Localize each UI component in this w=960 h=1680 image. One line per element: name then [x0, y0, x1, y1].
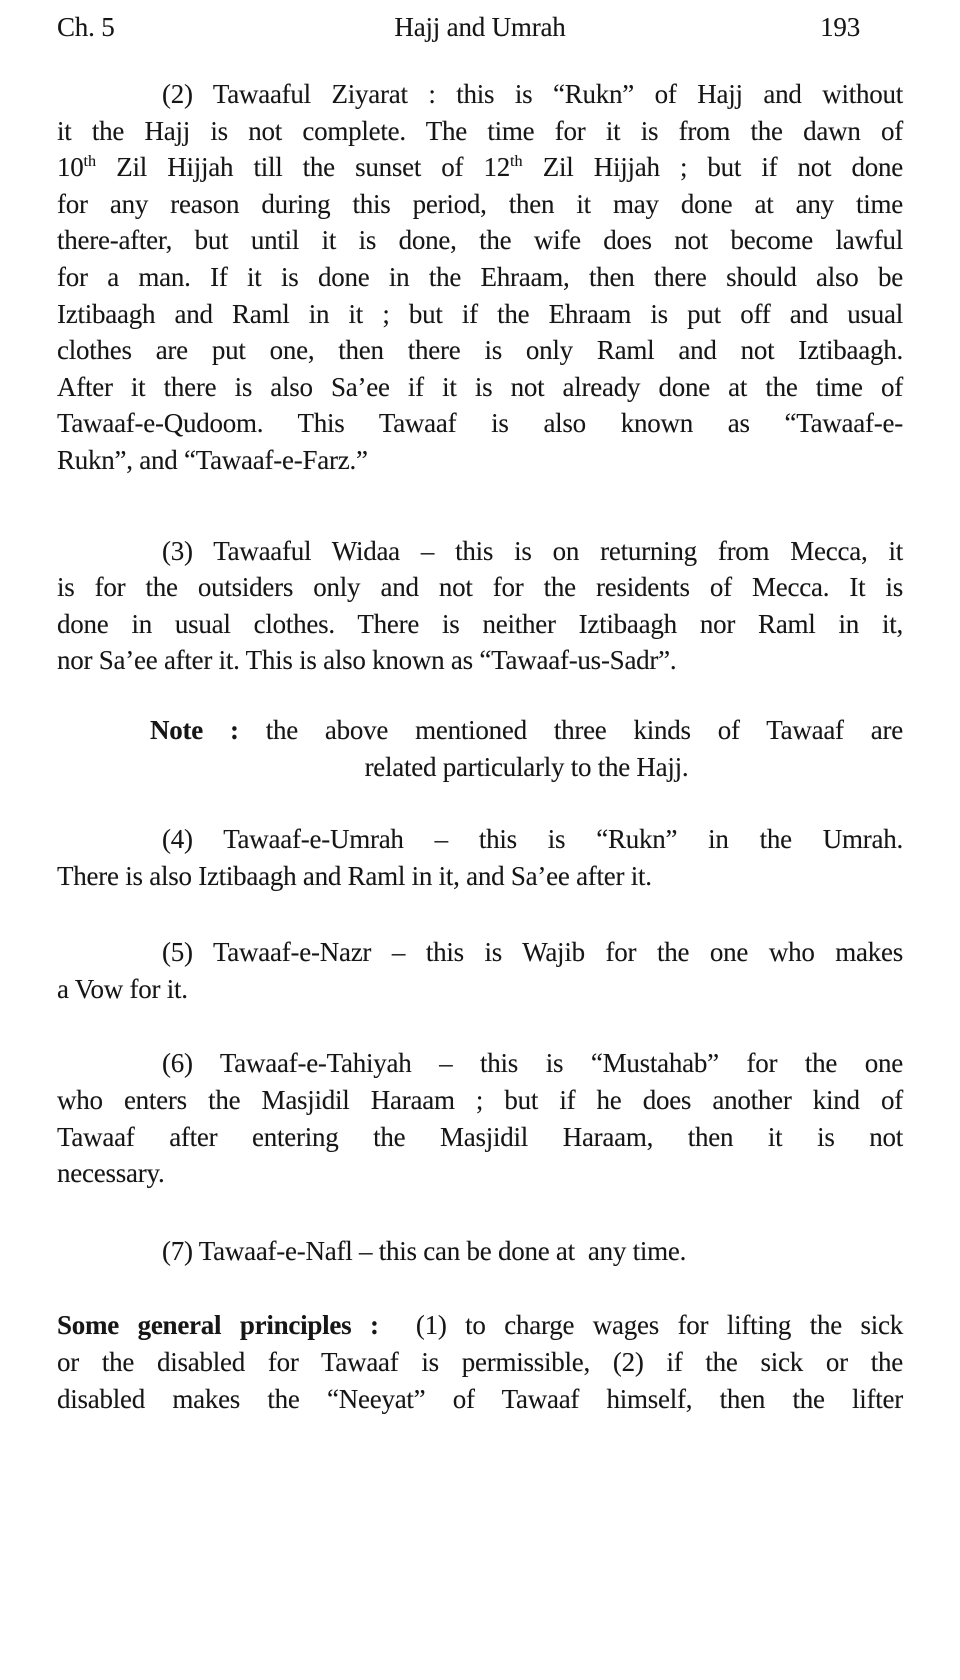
- text-line: related particularly to the Hajj.: [364, 751, 689, 782]
- text-line: Tawaaf after entering the Masjidil Haraam, then it is not: [57, 1121, 903, 1152]
- text-line: (3) Tawaaful Widaa – this is on returning from Mecca, it: [162, 535, 903, 566]
- page-header: [0, 0, 960, 45]
- text-line: Tawaaf-e-Qudoom. This Tawaaf is also known as “Tawaaf-e-: [57, 408, 903, 439]
- page-body: [57, 76, 903, 1417]
- page-title: Hajj and Umrah: [394, 12, 566, 42]
- paragraph-note: [150, 712, 903, 785]
- text-line: nor Sa’ee after it. This is also known as “Tawaaf-us-Sadr”.: [57, 645, 677, 676]
- text-line: for any reason during this period, then it may done at any time: [57, 188, 903, 219]
- text-line: it the Hajj is not complete. The time for it is from the dawn of: [57, 115, 903, 146]
- text-line: Rukn”, and “Tawaaf-e-Farz.”: [57, 444, 368, 475]
- text-line: There is also Iztibaagh and Raml in it, and Sa’ee after it.: [57, 860, 652, 891]
- text-line: or the disabled for Tawaaf is permissible, (2) if the sick or the: [57, 1347, 903, 1378]
- paragraph-tawaaf-e-nazr: [57, 934, 903, 1007]
- paragraph-tawaaf-e-nafl: [57, 1233, 903, 1270]
- text-line: clothes are put one, then there is only Raml and not Iztibaagh.: [57, 335, 903, 366]
- paragraph-tawaaf-e-tahiyah: [57, 1045, 903, 1191]
- text-line: (2) Tawaaful Ziyarat : this is “Rukn” of Hajj and without: [162, 79, 903, 109]
- paragraph-tawaaf-e-umrah: [57, 821, 903, 894]
- page-number: 193: [820, 12, 860, 42]
- text-line: done in usual clothes. There is neither Iztibaagh nor Raml in it,: [57, 608, 903, 639]
- text-line: After it there is also Sa’ee if it is not already done at the time of: [57, 371, 903, 402]
- text-line: necessary.: [57, 1158, 165, 1189]
- text-line: Iztibaagh and Raml in it ; but if the Ehraam is put off and usual: [57, 298, 903, 329]
- text-line: (7) Tawaaf-e-Nafl – this can be done at any time.: [162, 1235, 687, 1266]
- paragraph-some-general-principles: [57, 1307, 903, 1417]
- text-line: is for the outsiders only and not for the residents of Mecca. It is: [57, 572, 903, 603]
- text-line: there-after, but until it is done, the wife does not become lawful: [57, 225, 903, 256]
- text-line: 10th Zil Hijjah till the sunset of 12th Zil Hijjah ; but if not done: [57, 152, 903, 183]
- text-line: Some general principles : (1) to charge wages for lifting the sick: [57, 1310, 904, 1341]
- text-line: disabled makes the “Neeyat” of Tawaaf himself, then the lifter: [57, 1383, 903, 1414]
- text-line: for a man. If it is done in the Ehraam, then there should also be: [57, 261, 903, 292]
- text-line: (4) Tawaaf-e-Umrah – this is “Rukn” in the Umrah.: [162, 824, 903, 855]
- paragraph-tawaaful-ziyarat: [57, 76, 903, 479]
- text-line: (5) Tawaaf-e-Nazr – this is Wajib for the one who makes: [162, 937, 903, 968]
- text-line: who enters the Masjidil Haraam ; but if he does another kind of: [57, 1085, 903, 1116]
- text-line: Note : the above mentioned three kinds of Tawaaf are: [150, 714, 903, 745]
- chapter-label: Ch. 5: [57, 12, 115, 42]
- text-line: a Vow for it.: [57, 973, 188, 1004]
- text-line: (6) Tawaaf-e-Tahiyah – this is “Mustahab” for the one: [162, 1048, 903, 1079]
- paragraph-tawaaful-widaa: [57, 533, 903, 679]
